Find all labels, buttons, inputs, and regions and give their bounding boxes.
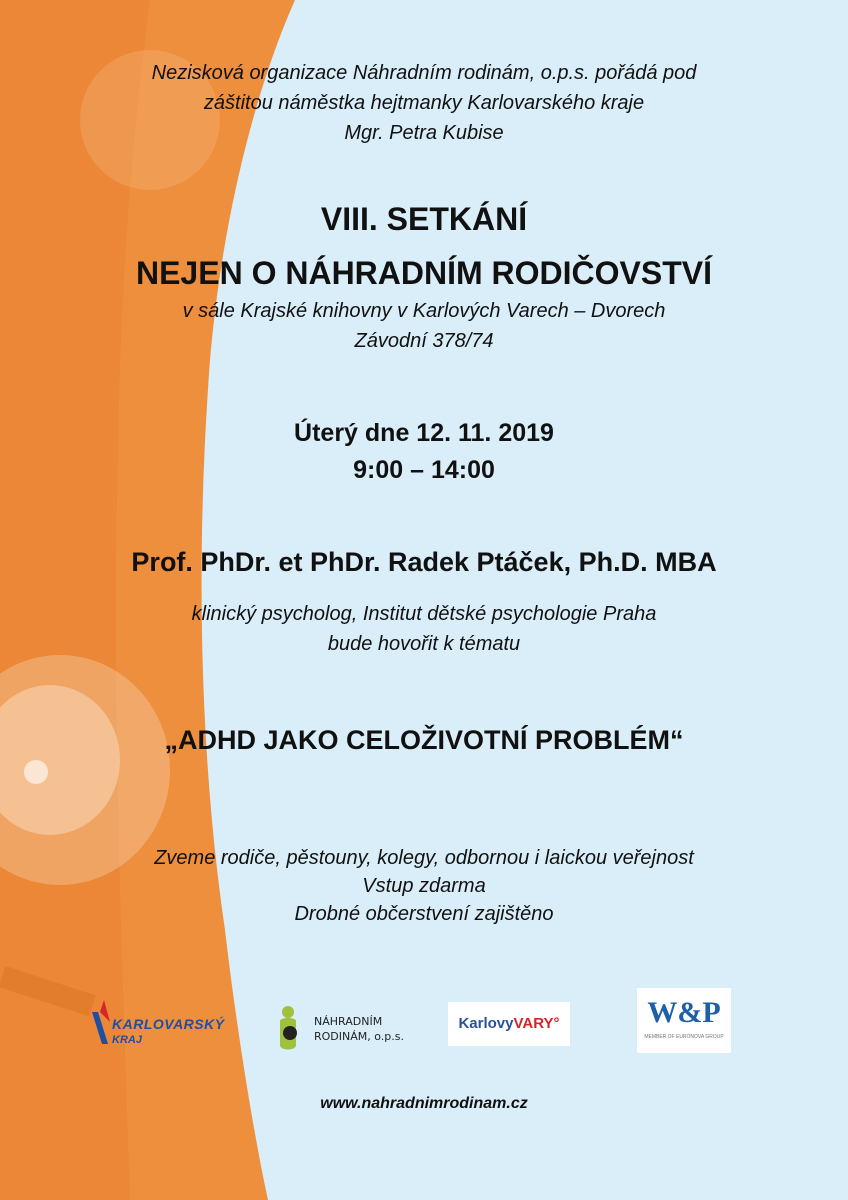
nr-figure-icon bbox=[276, 1003, 306, 1053]
venue-line-1: v sále Krajské knihovny v Karlových Varech – Dvorech bbox=[182, 300, 666, 322]
venue-line-2: Závodní 378/74 bbox=[354, 330, 494, 352]
karlovy-vary-logo bbox=[448, 1002, 570, 1046]
lecture-topic: „ADHD JAKO CELOŽIVOTNÍ PROBLÉM“ bbox=[164, 725, 684, 755]
organizer-line-2: záštitou náměstka hejtmanky Karlovarského kraje bbox=[203, 92, 645, 114]
kraj-logo-line-2: KRAJ bbox=[112, 1034, 142, 1046]
nahradnim-rodinam-logo bbox=[276, 1003, 406, 1053]
karlovarsky-kraj-logo bbox=[88, 1000, 223, 1056]
event-title-2: NEJEN O NÁHRADNÍM RODIČOVSTVÍ bbox=[135, 255, 713, 291]
kraj-logo-line-1: KARLOVARSKÝ bbox=[112, 1016, 225, 1032]
nr-logo-line-2: RODINÁM, o.p.s. bbox=[314, 1030, 404, 1043]
event-time: 9:00 – 14:00 bbox=[353, 456, 495, 484]
wp-logo-subtext: MEMBER OF EURONOVA GROUP bbox=[644, 1034, 724, 1040]
invite-line-1: Zveme rodiče, pěstouny, kolegy, odbornou i laickou veřejnost bbox=[154, 847, 694, 869]
organizer-line-3: Mgr. Petra Kubise bbox=[344, 122, 504, 144]
nr-logo-line-1: NÁHRADNÍM bbox=[314, 1015, 383, 1028]
wp-logo-text: W&P bbox=[647, 996, 721, 1029]
wp-logo bbox=[637, 988, 731, 1053]
kv-logo-word-1: Karlovy bbox=[458, 1015, 514, 1032]
event-date: Úterý dne 12. 11. 2019 bbox=[294, 419, 554, 447]
invite-line-3: Drobné občerstvení zajištěno bbox=[294, 903, 554, 925]
event-title-1: VIII. SETKÁNÍ bbox=[320, 201, 528, 237]
speaker-role: klinický psycholog, Institut dětské psychologie Praha bbox=[191, 603, 657, 625]
speaker-name: Prof. PhDr. et PhDr. Radek Ptáček, Ph.D. MBA bbox=[131, 547, 717, 577]
website-url: www.nahradnimrodinam.cz bbox=[320, 1095, 528, 1112]
speaker-intro: bude hovořit k tématu bbox=[327, 633, 521, 655]
invite-line-2: Vstup zdarma bbox=[362, 875, 486, 897]
organizer-line-1: Nezisková organizace Náhradním rodinám, o.p.s. pořádá pod bbox=[151, 62, 697, 84]
kv-logo-word-2: VARY° bbox=[513, 1015, 560, 1032]
